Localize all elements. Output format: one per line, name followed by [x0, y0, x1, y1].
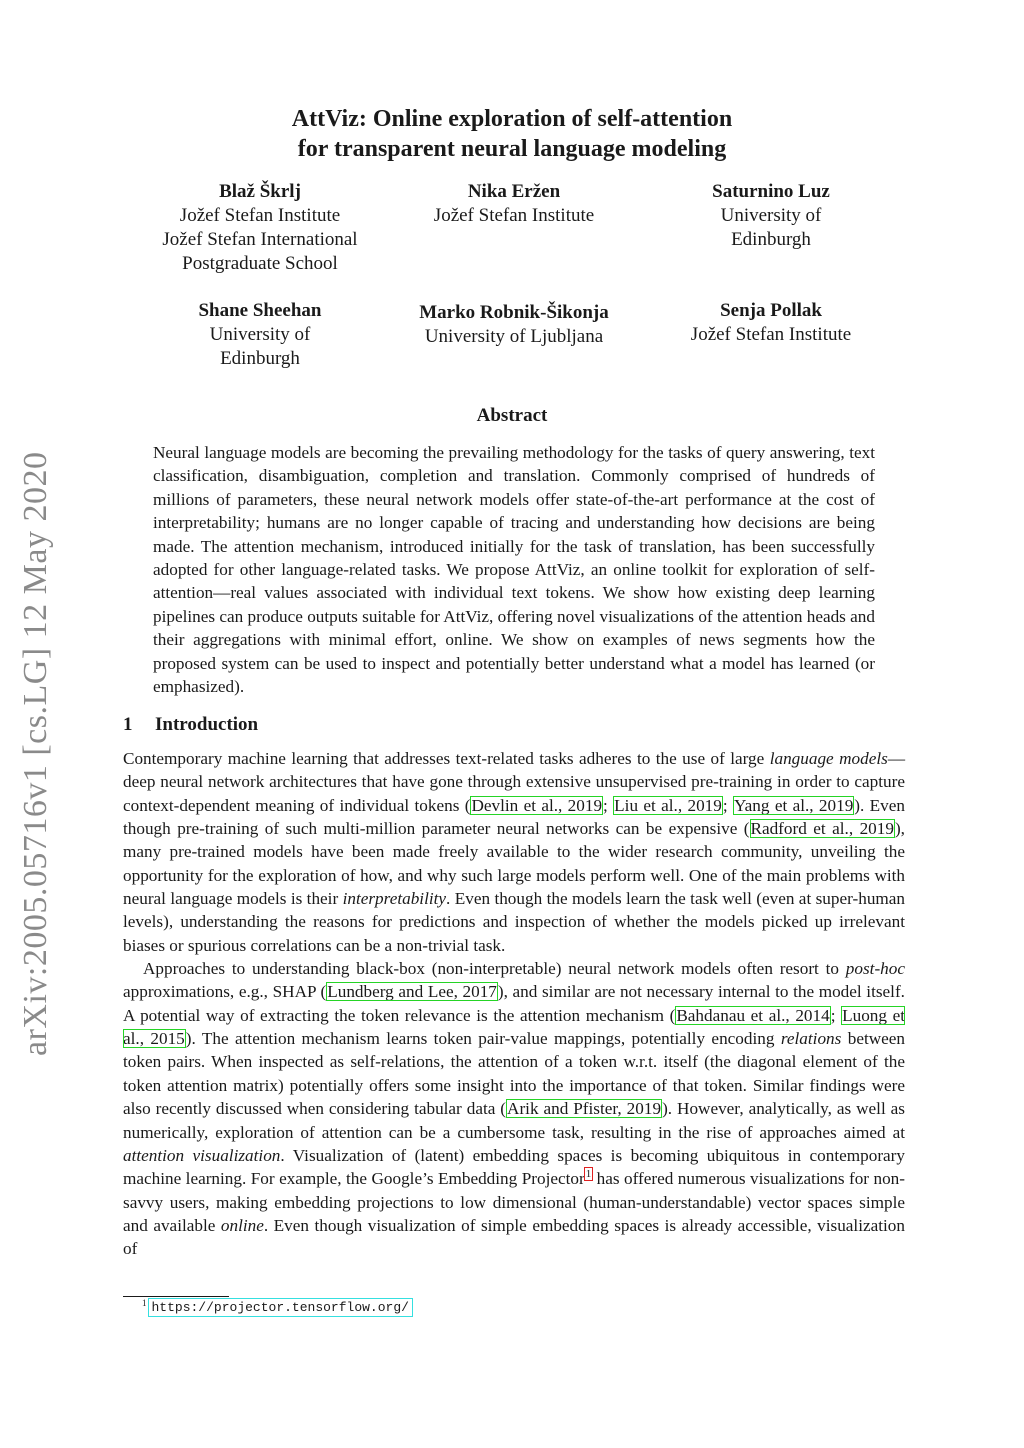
footnote-mark: 1 — [142, 1298, 147, 1308]
text-run: approximations, e.g., SHAP ( — [123, 982, 327, 1002]
emphasis: relations — [780, 1029, 842, 1049]
author-block — [651, 299, 891, 347]
text-run: . Even though visualization of simple embedding spaces is already accessible, visualization of — [123, 1215, 905, 1259]
text-run: ). The attention mechanism learns token pair-value mappings, potentially encoding — [185, 1029, 781, 1049]
emphasis: interpretability — [342, 889, 447, 909]
author-name: Shane Sheehan — [198, 300, 322, 321]
author-affiliation: Jožef Stefan Institute — [179, 205, 341, 226]
author-affiliation: Jožef Stefan Institute — [690, 324, 852, 345]
text-run: ). Even though pre-training of such multi-million parameter neural networks can be expensive ( — [123, 795, 905, 839]
citation-link[interactable]: Devlin et al., 2019 — [471, 795, 603, 815]
citation-link[interactable]: Liu et al., 2019 — [614, 795, 722, 815]
abstract-heading: Abstract — [476, 405, 548, 426]
text-run: between token pairs. When inspected as self-relations, the attention of a token w.r.t. itself (the diagonal element of the token attention matrix) potentially offers some insight into the importance of that token. Similar findings were also recently discussed when considering tabular data ( — [123, 1029, 905, 1119]
section-heading — [123, 714, 258, 736]
text-run: ), and similar are not necessary internal to the model itself. A potential way of extracting the token relevance is the attention mechanism ( — [123, 982, 905, 1025]
section-body — [123, 747, 905, 1261]
text-run: ; — [830, 1005, 842, 1025]
emphasis: post-hoc — [845, 959, 905, 979]
section-title: Introduction — [155, 714, 259, 735]
text-run: ; — [722, 795, 733, 815]
citation-link[interactable]: Radford et al., 2019 — [750, 819, 894, 839]
text-run: ). However, analytically, as well as numerically, exploration of attention can be a cumbersome task, resulting in the rise of approaches aimed at — [123, 1099, 905, 1142]
emphasis: language models — [769, 749, 888, 768]
text-run: . Even though the models learn the task well (even at super-human levels), understanding the reasons for predictions and inspection of whether the models picked up irrelevant biases or spurious correlations can be a non-trivial task. — [123, 889, 906, 955]
citation-link[interactable]: Arik and Pfister, 2019 — [507, 1099, 662, 1119]
author-name: Blaž Škrlj — [219, 181, 301, 202]
author-affiliation: University of Ljubljana — [424, 326, 604, 347]
author-affiliation: Postgraduate School — [182, 253, 338, 274]
footnote-url-link[interactable]: https://projector.tensorflow.org/ — [151, 1300, 409, 1316]
author-affiliation: University of — [209, 324, 311, 345]
arxiv-identifier: arXiv:2005.05716v1 [cs.LG] 12 May 2020 — [17, 451, 54, 1056]
author-name: Marko Robnik-Šikonja — [419, 302, 609, 323]
citation-link[interactable]: Luong et al., 2015 — [123, 1005, 906, 1049]
citation-link[interactable]: Yang et al., 2019 — [733, 795, 854, 815]
title-line-2: for transparent neural language modeling — [297, 136, 727, 162]
paper-title — [0, 104, 1024, 164]
footnote-divider — [123, 1296, 229, 1297]
footnote — [142, 1298, 411, 1315]
text-run: —deep neural network architectures that have gone through extensive unsupervised pre-training in order to capture context-dependent meaning of individual tokens ( — [123, 749, 905, 815]
citation-link[interactable]: Lundberg and Lee, 2017 — [327, 982, 497, 1002]
author-name: Saturnino Luz — [712, 181, 830, 202]
author-block — [651, 180, 891, 252]
text-run: ; — [603, 795, 614, 815]
text-run: . Visualization of (latent) embedding spaces is becoming ubiquitous in contemporary machine learning. For example, the Google’s Embedding Projector — [123, 1145, 905, 1189]
author-block — [394, 180, 634, 228]
paragraph — [123, 747, 905, 957]
author-affiliation: Jožef Stefan Institute — [433, 205, 595, 226]
author-affiliation: University of — [720, 205, 822, 226]
section-number: 1 — [123, 714, 133, 735]
text-run: ), many pre-trained models have been made freely available to the wider research community, unveiling the opportunity for the exploration of how, and why such large models perform well. One of the main problems with neural language models is their — [123, 819, 905, 909]
emphasis: online — [220, 1215, 264, 1235]
author-block — [384, 301, 644, 349]
author-name: Nika Eržen — [467, 181, 561, 202]
author-name: Senja Pollak — [720, 300, 822, 321]
text-run: Contemporary machine learning that addresses text-related tasks adheres to the use of large — [123, 749, 770, 768]
paragraph — [123, 957, 905, 1260]
abstract-text: Neural language models are becoming the prevailing methodology for the tasks of query answering, text classification, disambiguation, completion and translation. Commonly comprised of hundreds of millions of parameters, these neural network models offer state-of-the-art performance at the cost of interpretability; humans are no longer capable of tracing and understanding how decisions are being made. The attention mechanism, introduced initially for the task of translation, has been successfully adopted for other language-related tasks. We propose AttViz, an online toolkit for exploration of self-attention—real values associated with individual text tokens. We show how existing deep learning pipelines can produce outputs suitable for AttViz, offering novel visualizations of the attention heads and their aggregations with minimal effort, online. We show on examples of news segments how the proposed system can be used to inspect and potentially better understand what a model has learned (or emphasized). — [153, 443, 875, 697]
footnote-reference[interactable]: 1 — [585, 1168, 592, 1181]
author-block — [140, 180, 380, 276]
citation-link[interactable]: Bahdanau et al., 2014 — [676, 1005, 830, 1025]
author-affiliation: Edinburgh — [731, 229, 811, 250]
author-affiliation: Jožef Stefan International — [162, 229, 358, 250]
text-run: Approaches to understanding black-box (non-interpretable) neural network models often resort to — [143, 959, 846, 979]
text-run: has offered numerous visualizations for non-savvy users, making embedding projections to low dimensional (human-understandable) vector spaces simple and available — [123, 1169, 905, 1235]
emphasis: attention visualization — [123, 1145, 281, 1165]
author-block — [140, 299, 380, 371]
title-line-1: AttViz: Online exploration of self-attention — [291, 106, 733, 132]
author-affiliation: Edinburgh — [220, 348, 300, 369]
